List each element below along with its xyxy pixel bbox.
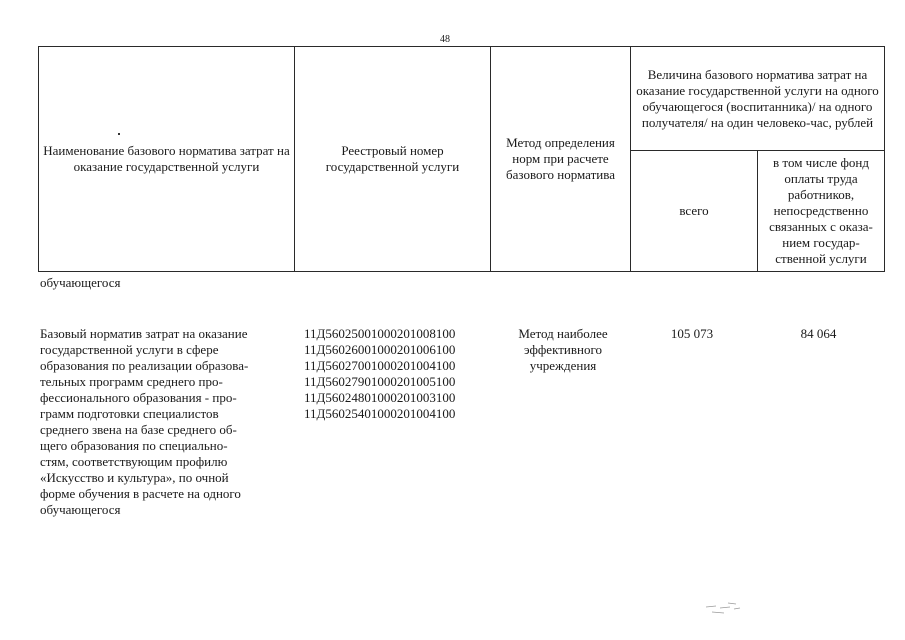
row-codes-cell: 11Д56025001000201008100 11Д56026001000201006100 11Д56027001000201004100 11Д56027901000201005100 11Д56024801000201003100 11Д56025401000201004100 [304,326,456,421]
header-total-cell: всего [631,151,758,272]
scan-artifact [704,599,744,617]
header-name-cell: Наименование базового норматива затрат на оказание государственной услуги [39,47,295,272]
scan-dot [118,133,120,135]
page-number: 48 [440,34,450,45]
table-header [38,46,885,272]
header-registry-cell: Реестровый номер государственной услуги [295,47,491,272]
row-wage-cell: 84 064 [800,326,837,341]
row-method-cell: Метод наиболее эффективного учреждения [518,326,608,373]
header-method-cell: Метод определения норм при расчете базового норматива [491,47,631,272]
row-name-cell: Базовый норматив затрат на оказание государственной услуги в сфере образования по реализации образова- тельных программ среднего про- фессионального образования - про- грамм подготовки специалистов среднего звена на базе среднего об- щего образования по специально- стям, соответствующим профилю «Искусство и культура», по очной форме обучения в расчете на одного обучающегося [40,326,249,517]
row-total-cell: 105 073 [670,326,714,341]
header-wage-cell: в том числе фонд оплаты труда работников, непосредственно связанных с оказа- нием государ- ственной услуги [758,151,885,272]
continued-text: обучающегося [40,275,121,290]
header-value-cell: Величина базового норматива затрат на оказание государственной услуги на одного обучающегося (воспитанника)/ на одного получателя/ на один человеко-час, рублей [631,47,885,151]
